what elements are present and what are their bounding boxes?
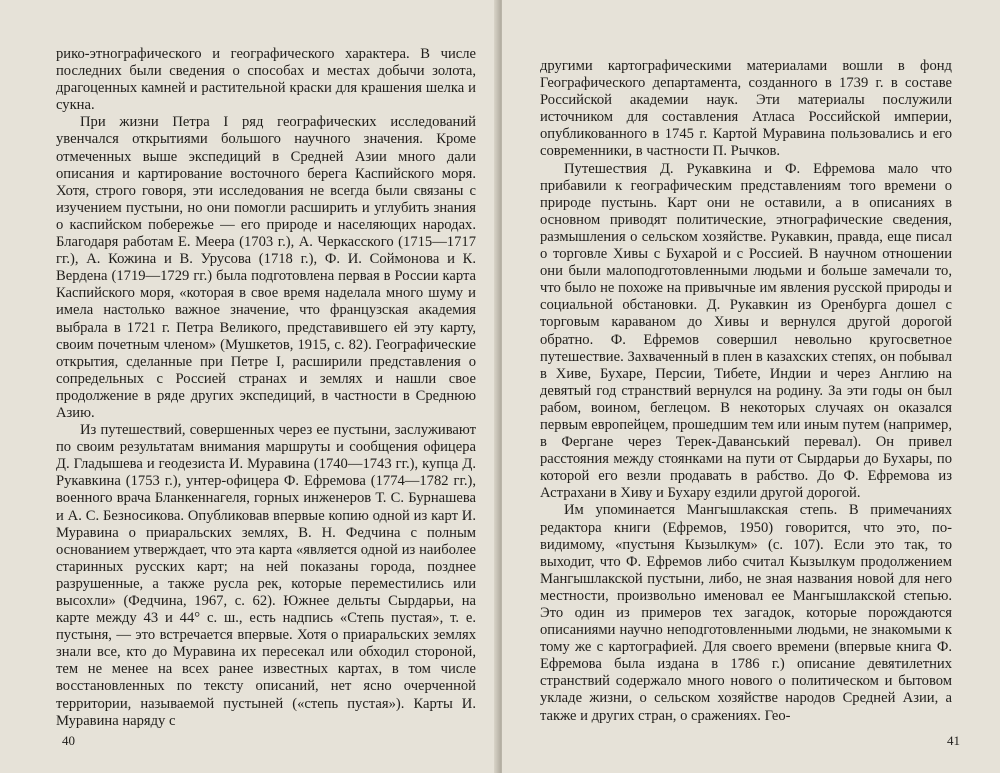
paragraph: Им упоминается Мангышлакская степь. В примечаниях редактора книги (Ефремов, 1950) говорится, что это, по-видимому, «пустыня Кызылкум» (с. 107). Если это так, то выходит, что Ф. Ефремов либо считал Кызылкум продолжением Мангышлакской пустыни, либо, не зная названия новой для него местности, произвольно именовал ее Мангышлакской степью. Это один из примеров тех загадок, которые порождаются описаниями научно неподготовленными людьми, не знакомыми к тому же с картографией. Для своего времени (впервые книга Ф. Ефремова была издана в 1786 г.) описание девятилетних странствий содержало много нового о политическом и бытовом укладе жизни, о сельском хозяйстве народов Средней Азии, а также и других стран, о сражениях. Гео- bbox=[540, 502, 952, 724]
left-page-text bbox=[56, 46, 476, 730]
left-page bbox=[0, 0, 498, 773]
paragraph: другими картографическими материалами вошли в фонд Географического департамента, созданного в 1739 г. в составе Российской академии наук. Эти материалы послужили источником для составления Атласа Российской империи, опубликованного в 1745 г. Картой Муравина пользовались и его современники, в частности П. Рычков. bbox=[540, 58, 952, 160]
right-page-text bbox=[540, 58, 952, 725]
page-number: 40 bbox=[62, 733, 75, 748]
paragraph: Из путешествий, совершенных через ее пустыни, заслуживают по своим результатам внимания маршруты и сообщения офицера Д. Гладышева и геодезиста И. Муравина (1740—1743 гг.), купца Д. Рукавкина (1753 г.), унтер-офицера Ф. Ефремова (1774—1782 гг.), военного врача Бланкеннагеля, горных инженеров Т. С. Бурнашева и А. С. Безносикова. Опубликовав впервые копию одной из карт И. Муравина о приаральских землях, В. Н. Федчина с полным основанием утверждает, что эта карта «является одной из наиболее старинных русских карт; на ней показаны города, позднее разрушенные, а также русла рек, которые переместились или высохли» (Федчина, 1967, с. 62). Южнее дельты Сырдарьи, на карте между 43 и 44° с. ш., есть надпись «Степь пустая», т. е. пустыня, — это встречается впервые. Хотя о приаральских землях знали все, кто до Муравина их пересекал или обходил стороной, тем не менее на всех ранее известных картах, в том числе восстановленных по тексту описаний, нет ясно очерченной территории, называемой пустыней («степь пустая»). Карты И. Муравина наряду с bbox=[56, 422, 476, 729]
paragraph: При жизни Петра I ряд географических исследований увенчался открытиями большого научного значения. Кроме отмеченных выше экспедиций в Средней Азии много дали описания и картирование восточного берега Каспийского моря. Хотя, строго говоря, эти исследования не всегда были связаны с изучением пустыни, но они помогли расширить и углубить знания о каспийском побережье — его природе и населяющих народах. Благодаря работам Е. Меера (1703 г.), А. Черкасского (1715—1717 гг.), А. Кожина и В. Урусова (1718 г.), Ф. И. Соймонова и К. Вердена (1719—1729 гг.) была подготовлена первая в России карта Каспийского моря, «которая в свое время наделала много шуму и имела настолько важное значение, что французская академия выбрала в 1721 г. Петра Великого, представившего ей эту карту, своим почетным членом» (Мушкетов, 1915, с. 82). Географические открытия, сделанные при Петре I, расширили представления о сопредельных с Россией странах и землях и нашли свое продолжение в ряде других экспедиций, в частности в Среднюю Азию. bbox=[56, 114, 476, 421]
paragraph: Путешествия Д. Рукавкина и Ф. Ефремова мало что прибавили к географическим представлениям того времени о природе пустынь. Карт они не оставили, а в описаниях в основном приводят политические, этнографические сведения, размышления о сельском хозяйстве. Рукавкин, правда, еще писал о торговле Хивы с Бухарой и с Россией. В научном отношении они были малоподготовленными людьми и больше замечали то, что было не похоже на привычные им явления русской природы и социальной обстановки. Д. Рукавкин из Оренбурга дошел с торговым караваном до Хивы и вернулся другой дорогой обратно. Ф. Ефремов совершил невольно кругосветное путешествие. Захваченный в плен в казахских степях, он побывал в Хиве, Бухаре, Персии, Тибете, Индии и через Англию на девятый год странствий вернулся на родину. За эти годы он был рабом, воином, беглецом. В некоторых случаях он оказался первым европейцем, прошедшим тем или иным путем (например, в Фергане через Терек-Даванський перевал). Он привел расстояния между стоянками на пути от Сырдарьи до Бухары, по которой его везли продавать в рабство. До Ф. Ефремова из Астрахани в Хиву и Бухару ездили другой дорогой. bbox=[540, 160, 952, 502]
paragraph: рико-этнографического и географического характера. В числе последних были сведения о способах и местах добычи золота, драгоценных камней и растительной краски для крашения шелка и сукна. bbox=[56, 46, 476, 114]
right-page bbox=[502, 0, 1000, 773]
page-number: 41 bbox=[947, 733, 960, 748]
